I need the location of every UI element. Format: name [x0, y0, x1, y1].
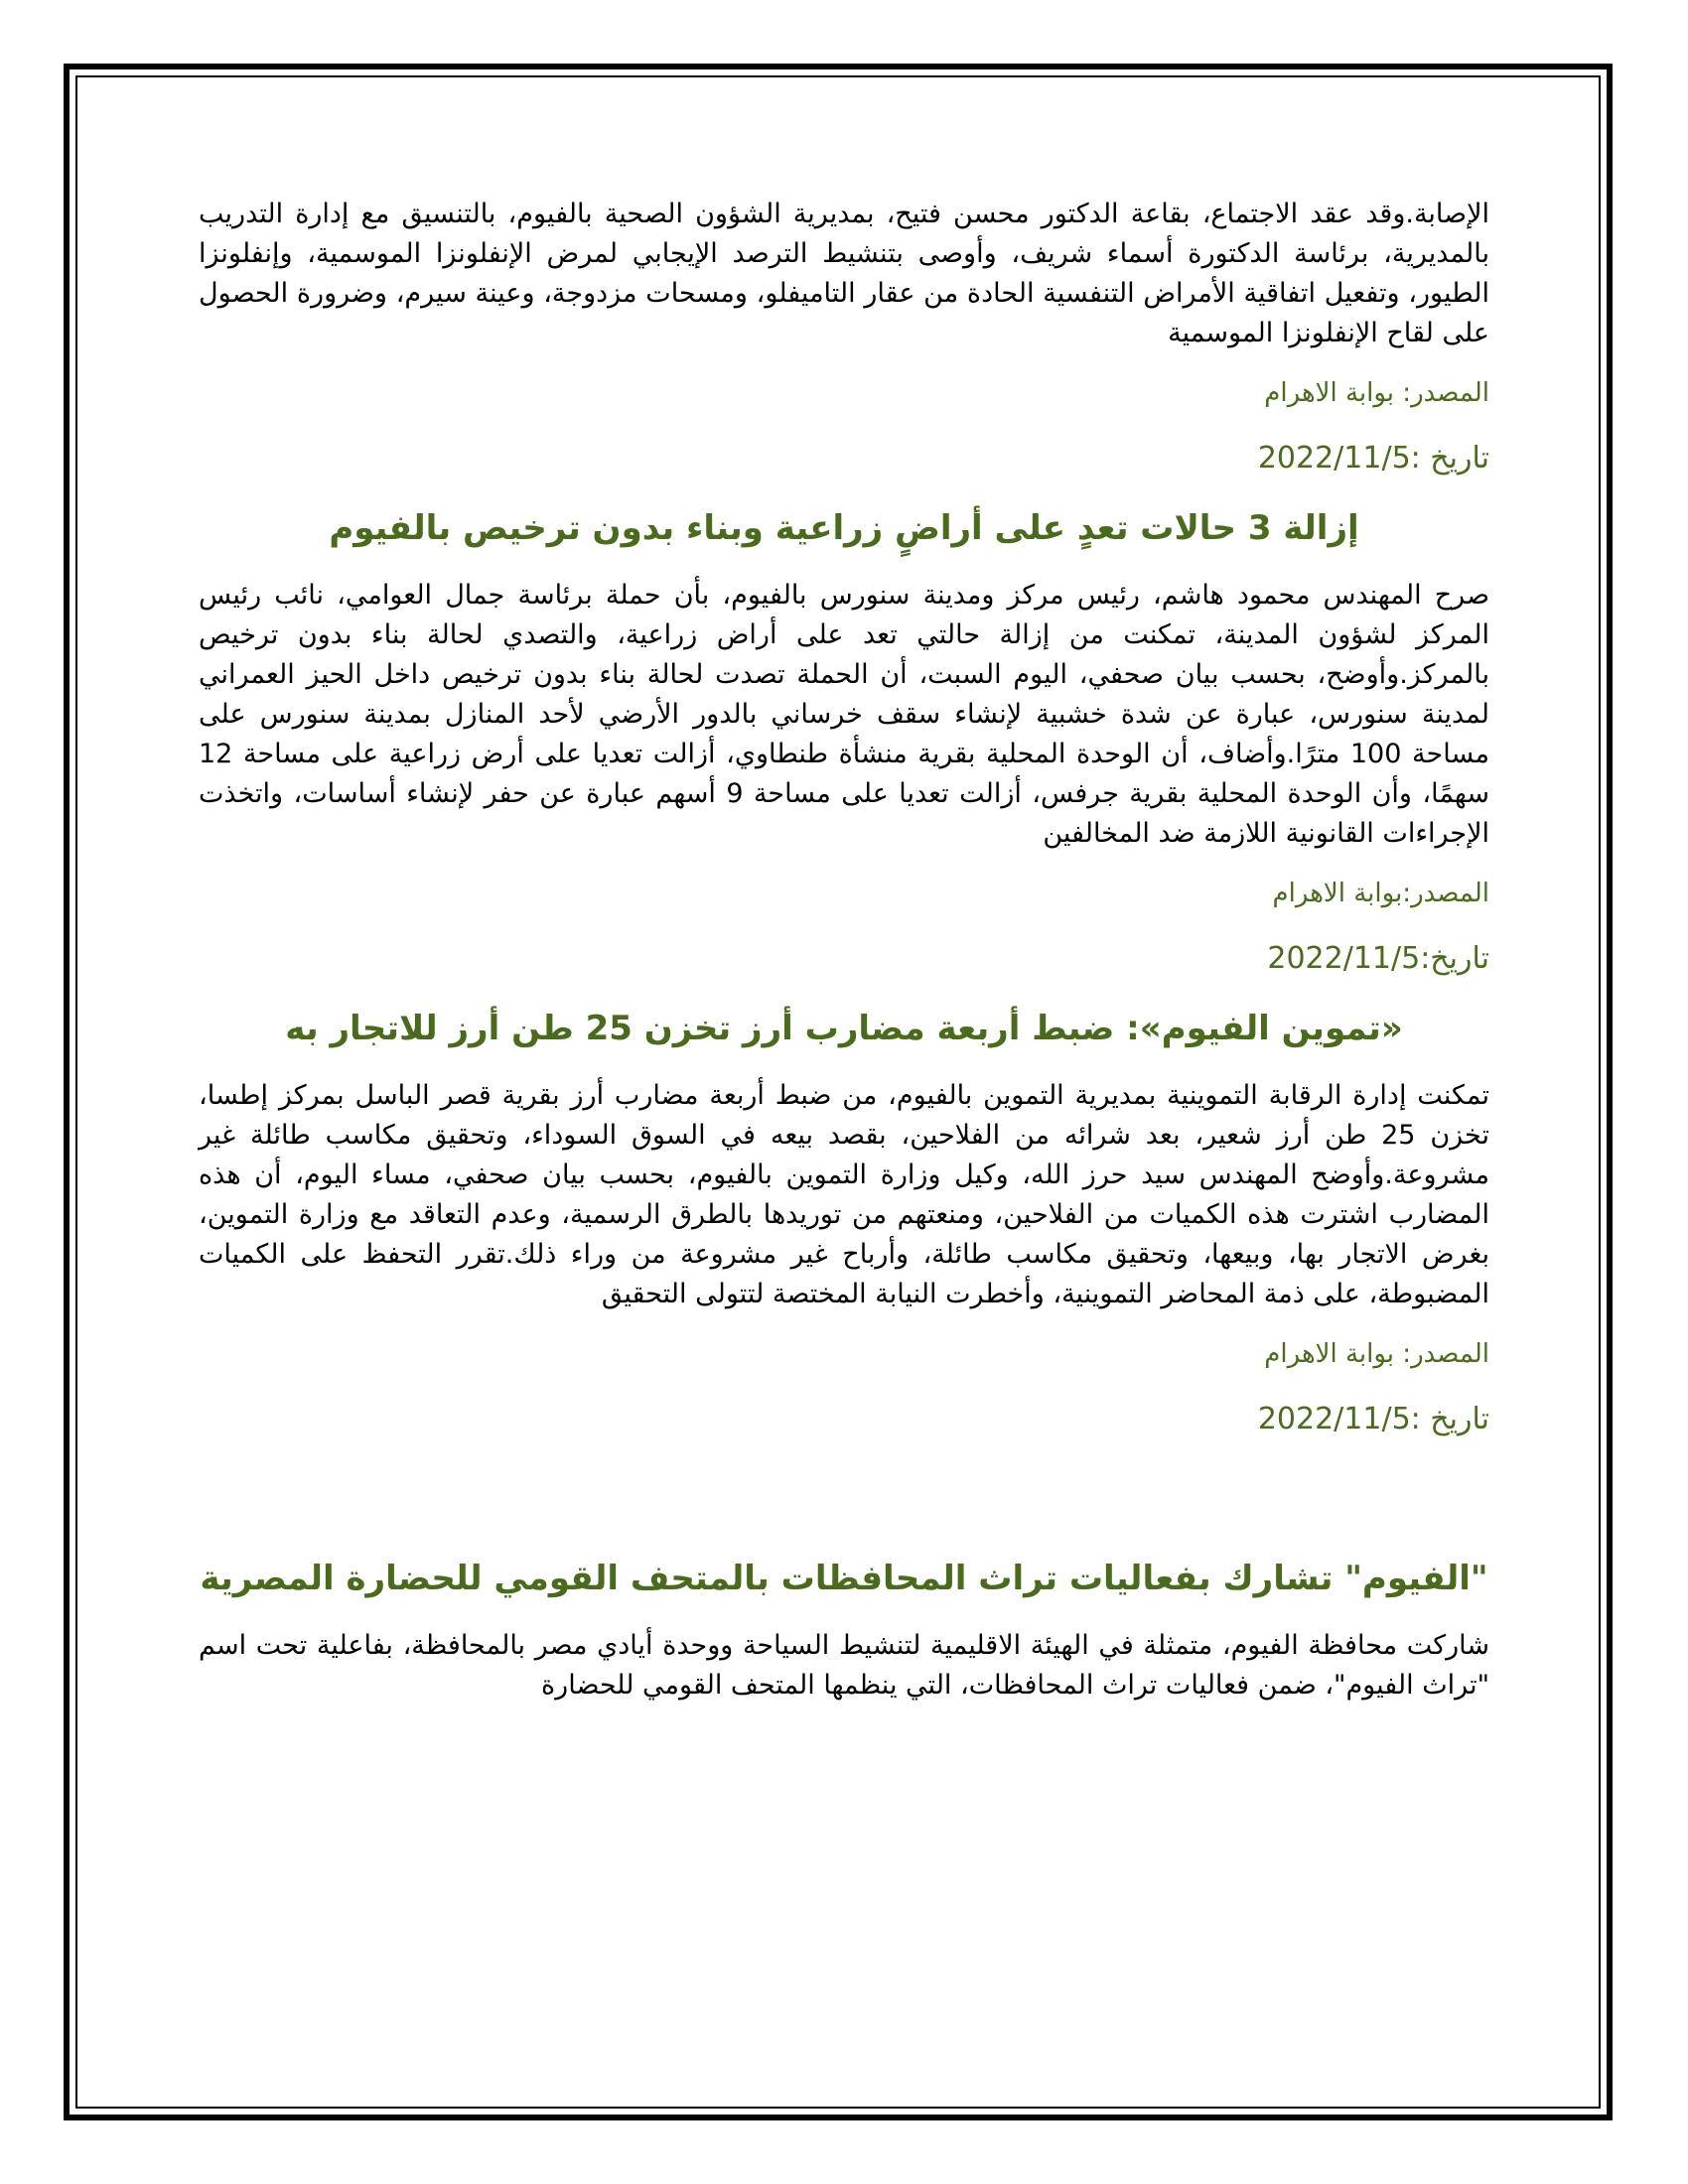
article-2-source: المصدر:بوابة الاهرام: [1272, 879, 1489, 908]
article-4-title: "الفيوم" تشارك بفعاليات تراث المحافظات بالمتحف القومي للحضارة المصرية: [200, 1559, 1488, 1598]
article-4-body: شاركت محافظة الفيوم، متمثلة في الهيئة الاقليمية لتنشيط السياحة ووحدة أيادي مصر بالمحافظة، بفاعلية تحت اسم "تراث الفيوم"، ضمن فعاليات تراث المحافظات، التي ينظمها المتحف القومي للحضارة: [199, 1630, 1489, 1701]
article-2-body: صرح المهندس محمود هاشم، رئيس مركز ومدينة سنورس بالفيوم، بأن حملة برئاسة جمال العوامي، نائب رئيس المركز لشؤون المدينة، تمكنت من إزالة حالتي تعد على أراض زراعية، والتصدي لحالة بناء بدون ترخيص بالمركز.وأوضح، بحسب بيان صحفي، اليوم السبت، أن الحملة تصدت لحالة بناء بدون ترخيص داخل الحيز العمراني لمدينة سنورس، عبارة عن شدة خشبية لإنشاء سقف خرساني بالدور الأرضي لأحد المنازل بمدينة سنورس على مساحة 100 مترًا.وأضاف، أن الوحدة المحلية بقرية منشأة طنطاوي، أزالت تعديا على أرض زراعية على مساحة 12 سهمًا، وأن الوحدة المحلية بقرية جرفس، أزالت تعديا على مساحة 9 أسهم عبارة عن حفر لإنشاء أساسات، واتخذت الإجراءات القانونية اللازمة ضد المخالفين: [199, 580, 1489, 849]
article-4: [199, 1557, 1489, 1706]
article-2-date: تاريخ:2022/11/5: [1267, 941, 1489, 976]
document-content: [199, 195, 1489, 1706]
article-3-source: المصدر: بوابة الاهرام: [1264, 1339, 1489, 1369]
article-1: [199, 195, 1489, 477]
article-3-date: تاريخ :2022/11/5: [1257, 1402, 1489, 1436]
article-3: [199, 1007, 1489, 1437]
article-3-body: تمكنت إدارة الرقابة التموينية بمديرية التموين بالفيوم، من ضبط أربعة مضارب أرز بقرية قصر الباسل بمركز إطسا، تخزن 25 طن أرز شعير، بعد شرائه من الفلاحين، بقصد بيعه في السوق السوداء، وتحقيق مكاسب طائلة غير مشروعة.وأوضح المهندس سيد حرز الله، وكيل وزارة التموين بالفيوم، بحسب بيان صحفي، مساء اليوم، أن هذه المضارب اشترت هذه الكميات من الفلاحين، ومنعتهم من توريدها بالطرق الرسمية، وعدم التعاقد مع وزارة التموين، بغرض الاتجار بها، وبيعها، وتحقيق مكاسب طائلة، وأرباح غير مشروعة من وراء ذلك.تقرر التحفظ على الكميات المضبوطة، على ذمة المحاضر التموينية، وأخطرت النيابة المختصة لتتولى التحقيق: [199, 1080, 1489, 1309]
article-1-source: المصدر: بوابة الاهرام: [1264, 378, 1489, 408]
article-2-title: إزالة 3 حالات تعدٍ على أراضٍ زراعية وبناء بدون ترخيص بالفيوم: [329, 508, 1359, 548]
section-spacer: [199, 1437, 1489, 1527]
article-1-body: الإصابة.وقد عقد الاجتماع، بقاعة الدكتور محسن فتيح، بمديرية الشؤون الصحية بالفيوم، بالتنسيق مع إدارة التدريب بالمديرية، برئاسة الدكتورة أسماء شريف، وأوصى بتنشيط الترصد الإيجابي لمرض الإنفلونزا الموسمية، وإنفلونزا الطيور، وتفعيل اتفاقية الأمراض التنفسية الحادة من عقار التاميفلو، ومسحات مزدوجة، وعينة سيرم، وضرورة الحصول على لقاح الإنفلونزا الموسمية: [199, 199, 1489, 348]
article-1-date: تاريخ :2022/11/5: [1257, 441, 1489, 476]
article-2: [199, 506, 1489, 977]
article-3-title: «تموين الفيوم»: ضبط أربعة مضارب أرز تخزن 25 طن أرز للاتجار به: [285, 1009, 1403, 1048]
